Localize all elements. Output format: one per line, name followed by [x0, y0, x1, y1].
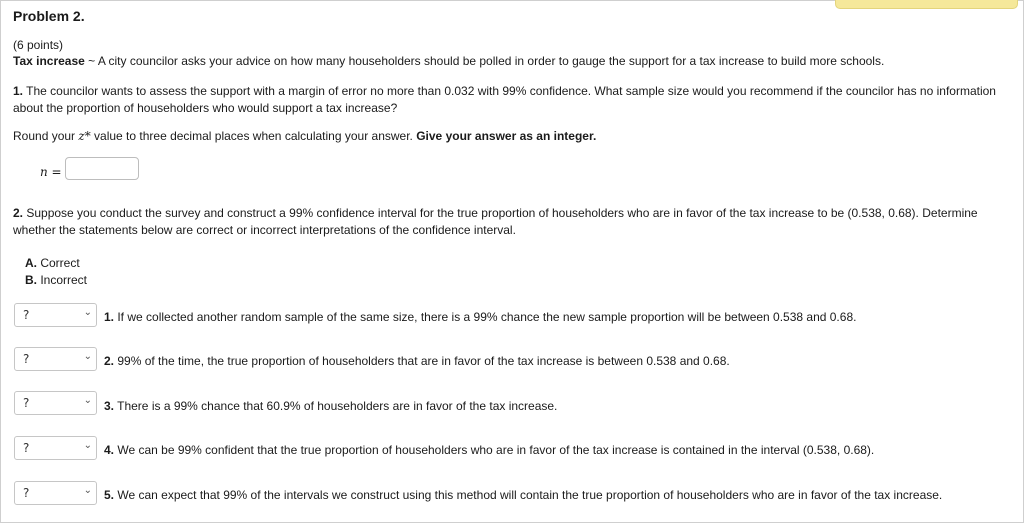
statement-1-num: 1. — [104, 310, 115, 324]
statement-1-text: If we collected another random sample of the same size, there is a 99% chance the new sample proportion will be between 0.538 and 0.68. — [114, 310, 857, 324]
part1-num: 1. — [13, 84, 24, 98]
statement-3-text: There is a 99% chance that 60.9% of householders are in favor of the tax increase. — [114, 399, 558, 413]
chevron-down-icon: ⌄ — [83, 351, 92, 362]
chevron-down-icon: ⌄ — [83, 440, 92, 451]
chevron-down-icon: ⌄ — [83, 395, 92, 406]
part2-num: 2. — [13, 206, 24, 220]
option-a-label: Correct — [37, 256, 80, 270]
statement-2-num: 2. — [104, 354, 115, 368]
statement-3-select[interactable] — [14, 391, 97, 415]
intro-bold: Tax increase — [13, 54, 85, 68]
statement-1-select[interactable] — [14, 303, 97, 327]
option-b — [25, 273, 87, 287]
chevron-down-icon: ⌄ — [83, 307, 92, 318]
statement-3-value: ? — [23, 396, 30, 410]
option-b-letter: B. — [25, 273, 37, 287]
statement-4 — [104, 443, 874, 457]
problem-title: Problem 2. — [13, 8, 85, 24]
round-bold: Give your answer as an integer. — [416, 129, 597, 143]
statement-4-num: 4. — [104, 443, 115, 457]
statement-2-text: 99% of the time, the true proportion of householders that are in favor of the tax increase is between 0.538 and 0.68. — [114, 354, 730, 368]
statement-4-select[interactable] — [14, 436, 97, 460]
part1-text: The councilor wants to assess the support with a margin of error no more than 0.032 with 99% confidence. What sample size would you recommend if the councilor has no information about the proportion of householders who would support a tax increase? — [13, 84, 996, 115]
statement-5-num: 5. — [104, 488, 115, 502]
option-a-letter: A. — [25, 256, 37, 270]
statement-4-text: We can be 99% confident that the true proportion of householders who are in favor of the tax increase is contained in the interval (0.538, 0.68). — [114, 443, 875, 457]
z-star: z* — [78, 129, 91, 143]
statement-5-text: We can expect that 99% of the intervals we construct using this method will contain the true proportion of householders who are in favor of the tax increase. — [114, 488, 943, 502]
part1-question — [13, 83, 1013, 117]
option-b-label: Incorrect — [37, 273, 88, 287]
statement-1 — [104, 310, 856, 324]
problem-points: (6 points) — [13, 38, 64, 52]
round-instruction — [13, 129, 596, 143]
statement-2-value: ? — [23, 352, 30, 366]
n-answer-input[interactable] — [65, 157, 139, 180]
option-a — [25, 256, 80, 270]
chevron-down-icon: ⌄ — [83, 485, 92, 496]
statement-3-num: 3. — [104, 399, 115, 413]
problem-intro — [13, 54, 884, 68]
statement-5-value: ? — [23, 486, 30, 500]
statement-1-value: ? — [23, 308, 30, 322]
statement-4-value: ? — [23, 441, 30, 455]
part2-question — [13, 205, 1013, 239]
round-pre: Round your — [13, 129, 79, 143]
statement-3 — [104, 399, 557, 413]
statement-5-select[interactable] — [14, 481, 97, 505]
round-mid: value to three decimal places when calculating your answer. — [90, 129, 417, 143]
yellow-tab — [835, 0, 1018, 9]
statement-2-select[interactable] — [14, 347, 97, 371]
part2-text: Suppose you conduct the survey and construct a 99% confidence interval for the true proportion of householders who are in favor of the tax increase to be (0.538, 0.68). Determine whether the statements below are correct or incorrect interpretations of the confidence interval. — [13, 206, 978, 237]
statement-5 — [104, 488, 942, 502]
intro-text: ~ A city councilor asks your advice on how many householders should be polled in order to gauge the support for a tax increase to build more schools. — [84, 54, 885, 68]
n-label: n = — [40, 165, 62, 179]
statement-2 — [104, 354, 730, 368]
